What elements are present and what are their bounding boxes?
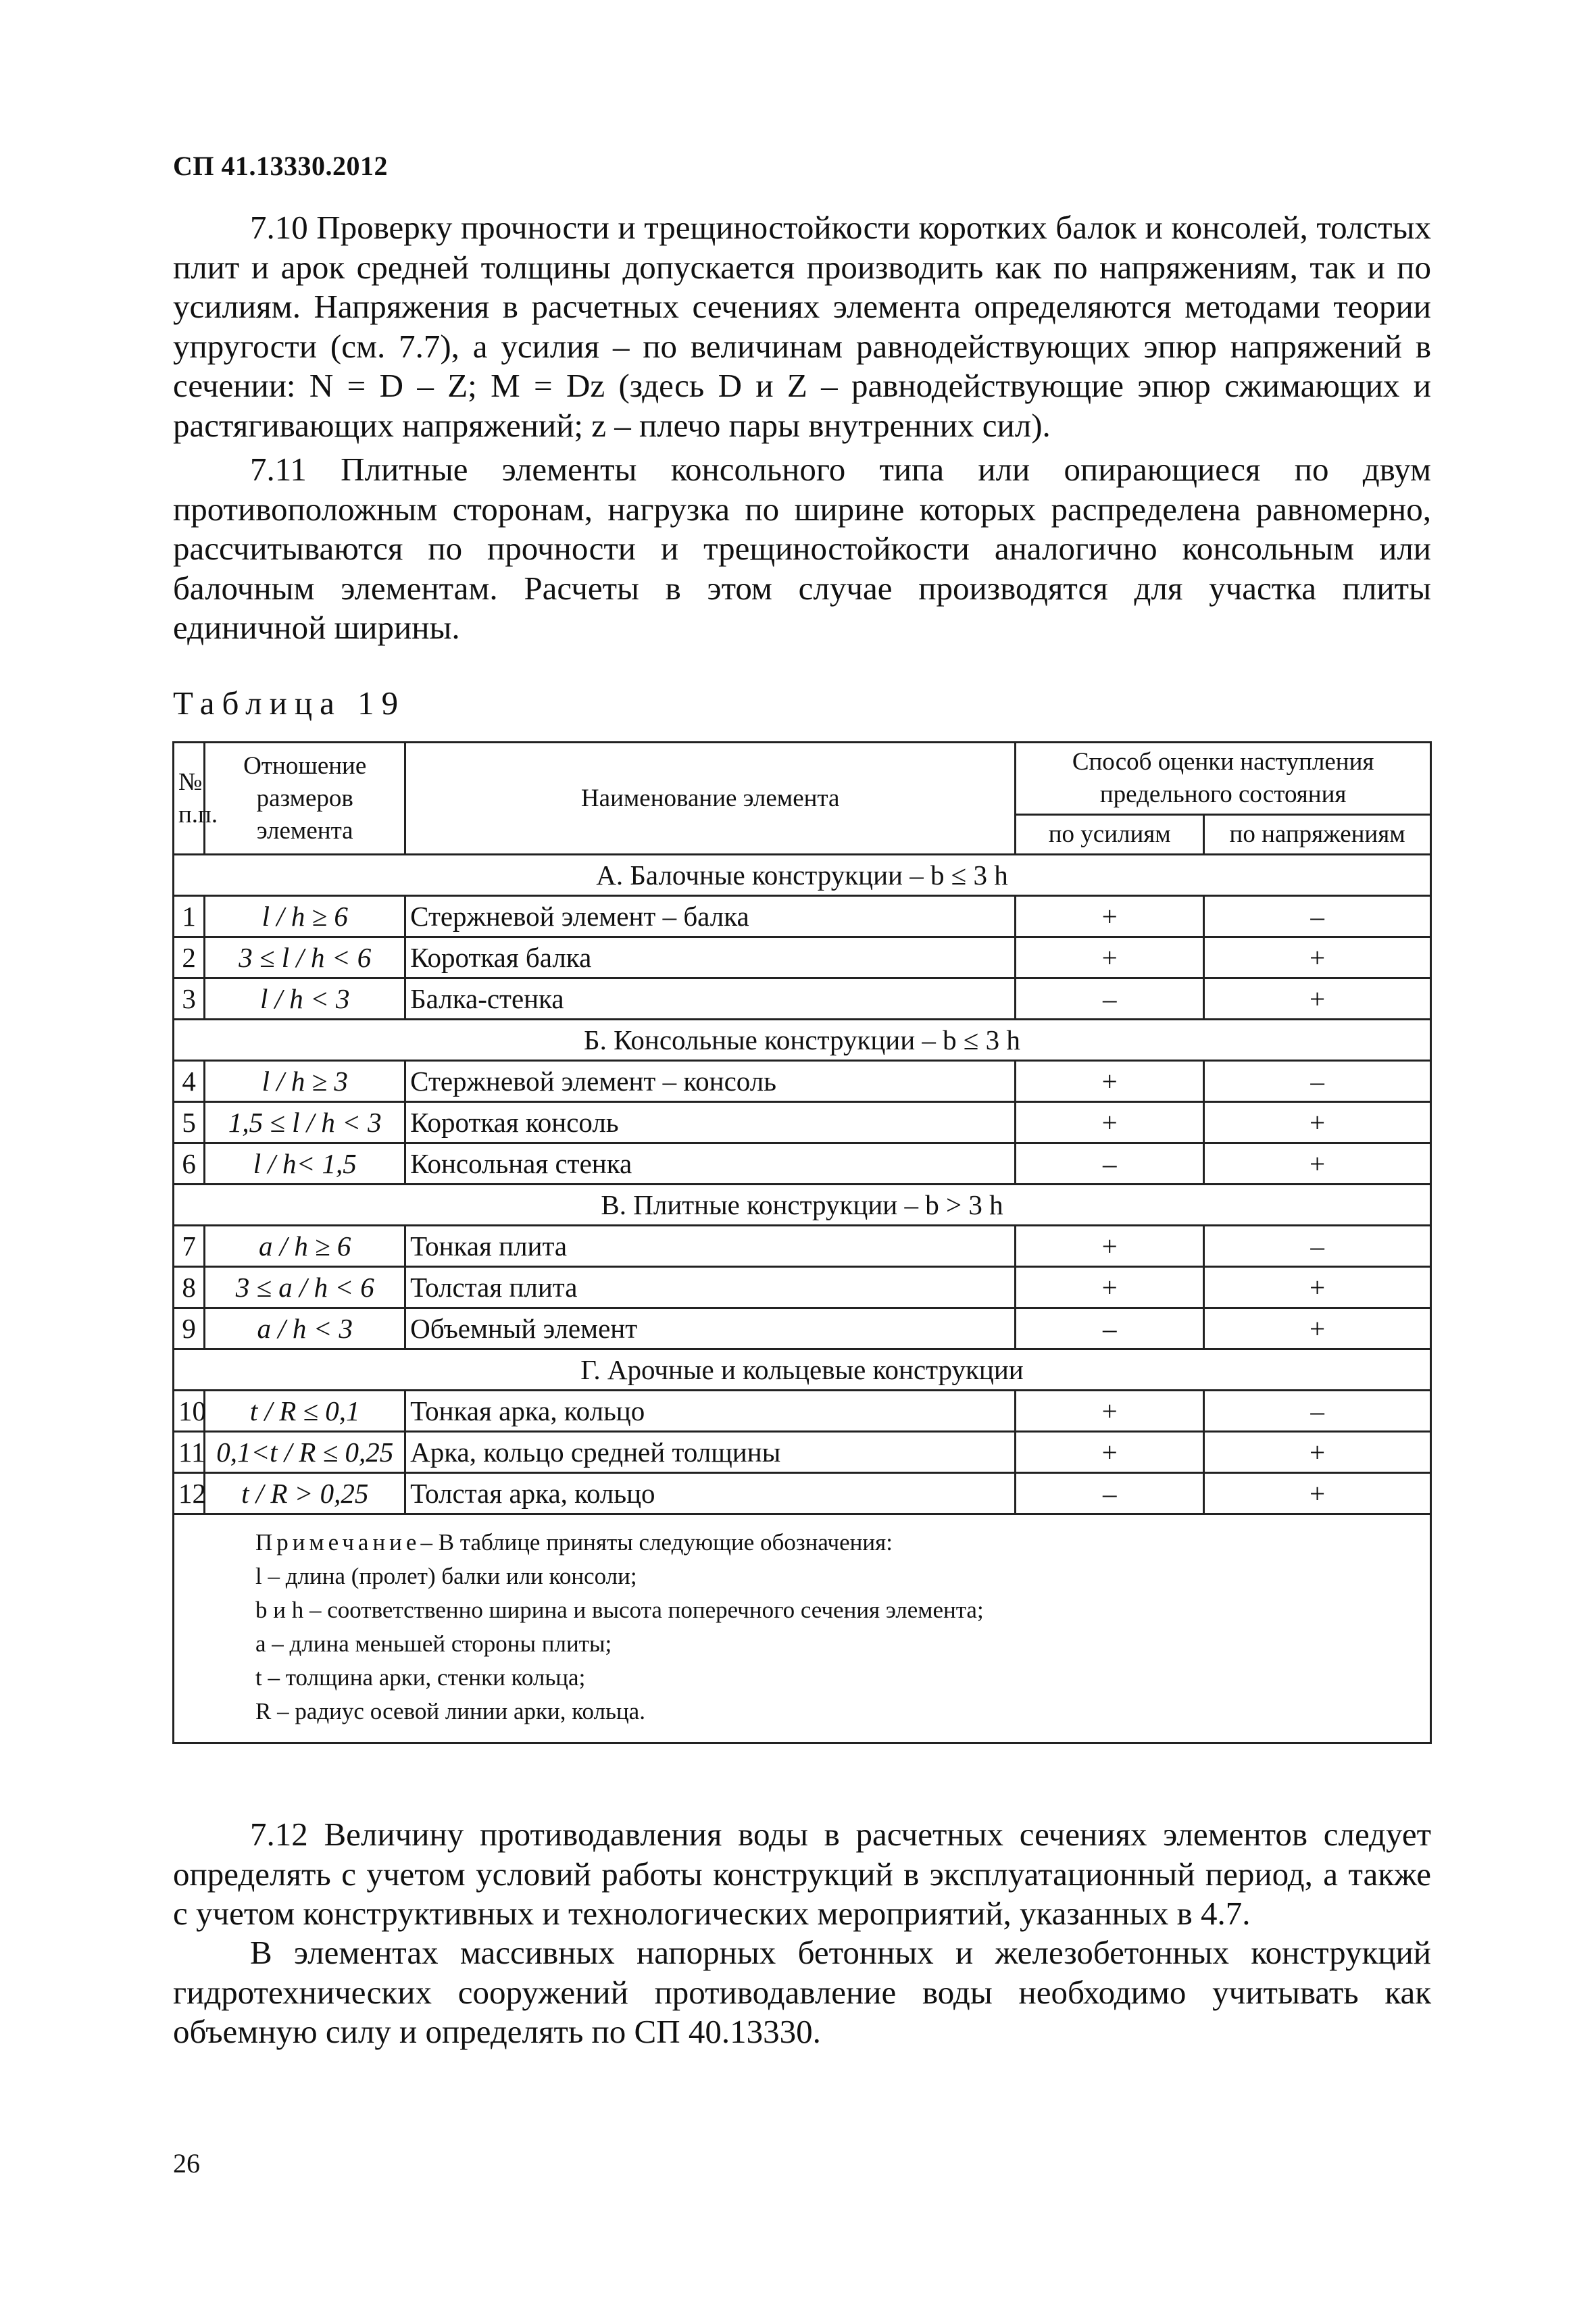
section-title: Г. Арочные и кольцевые конструкции <box>174 1349 1431 1391</box>
row-number: 12 <box>174 1473 205 1514</box>
row-by-forces: + <box>1016 896 1204 937</box>
note-line: R – радиус осевой линии арки, кольца. <box>255 1698 645 1724</box>
table-caption: Таблица 19 <box>173 684 406 722</box>
section-title: Б. Консольные конструкции – b ≤ 3 h <box>174 1020 1431 1061</box>
table-row <box>174 1061 1431 1102</box>
note-intro-text: – В таблице приняты следующие обозначения: <box>420 1529 893 1555</box>
row-ratio: a / h < 3 <box>205 1308 405 1349</box>
row-element-name: Балка-стенка <box>405 978 1016 1020</box>
paragraph-7-12: 7.12 Величину противодавления воды в расчетных сечениях элементов следует определять с учетом условий работы конструкций в эксплуатационный период, а также с учетом конструктивных и технологических мероприятий, указанных в 4.7. <box>173 1816 1431 1932</box>
table-row <box>174 896 1431 937</box>
row-element-name: Стержневой элемент – консоль <box>405 1061 1016 1102</box>
row-by-forces: + <box>1016 1267 1204 1308</box>
header-by-forces: по усилиям <box>1016 815 1204 855</box>
paragraph-7-10: 7.10 Проверку прочности и трещиностойкости коротких балок и консолей, толстых плит и арок средней толщины допускается производить как по напряжениям, так и по усилиям. Напряжения в расчетных сечениях элемента определяются методами теории упругости (см. 7.7), а усилия – по величинам равнодействующих эпюр напряжений в сечении: N = D – Z; M = Dz (здесь D и Z – равнодействующие эпюр сжимающих и растягивающих напряжений; z – плечо пары внутренних сил). <box>173 209 1431 444</box>
table-row <box>174 1267 1431 1308</box>
row-ratio: l / h ≥ 6 <box>205 896 405 937</box>
row-by-forces: + <box>1016 1432 1204 1473</box>
header-ratio <box>205 743 405 855</box>
row-element-name: Толстая арка, кольцо <box>405 1473 1016 1514</box>
header-method <box>1016 743 1431 815</box>
row-element-name: Толстая плита <box>405 1267 1016 1308</box>
table-row <box>174 1308 1431 1349</box>
section-title: В. Плитные конструкции – b > 3 h <box>174 1185 1431 1226</box>
row-number: 8 <box>174 1267 205 1308</box>
paragraph-7-12-continued: В элементах массивных напорных бетонных и железобетонных конструкций гидротехнических сооружений противодавление воды необходимо учитывать как объемную силу и определять по СП 40.13330. <box>173 1934 1431 2050</box>
row-ratio: 0,1<t / R ≤ 0,25 <box>205 1432 405 1473</box>
header-ratio-line3: элемента <box>256 816 353 845</box>
table-row <box>174 1143 1431 1185</box>
table-row <box>174 1391 1431 1432</box>
table-note <box>174 1514 1431 1743</box>
row-ratio: 3 ≤ l / h < 6 <box>205 937 405 978</box>
table-row <box>174 1432 1431 1473</box>
table-19 <box>172 741 1432 1744</box>
row-by-stresses: – <box>1204 1226 1431 1267</box>
row-by-stresses: – <box>1204 1391 1431 1432</box>
row-ratio: l / h < 3 <box>205 978 405 1020</box>
row-ratio: t / R ≤ 0,1 <box>205 1391 405 1432</box>
row-ratio: 1,5 ≤ l / h < 3 <box>205 1102 405 1143</box>
row-by-forces: + <box>1016 1102 1204 1143</box>
row-by-stresses: + <box>1204 1308 1431 1349</box>
row-by-stresses: + <box>1204 1102 1431 1143</box>
row-by-stresses: + <box>1204 1267 1431 1308</box>
row-ratio: 3 ≤ a / h < 6 <box>205 1267 405 1308</box>
header-ratio-line2: размеров <box>256 784 353 812</box>
table-row <box>174 937 1431 978</box>
row-element-name: Арка, кольцо средней толщины <box>405 1432 1016 1473</box>
row-number: 6 <box>174 1143 205 1185</box>
header-method-line1: Способ оценки наступления <box>1072 748 1374 776</box>
row-ratio: t / R > 0,25 <box>205 1473 405 1514</box>
row-number: 3 <box>174 978 205 1020</box>
row-by-forces: + <box>1016 937 1204 978</box>
row-number: 11 <box>174 1432 205 1473</box>
row-number: 5 <box>174 1102 205 1143</box>
row-by-stresses: + <box>1204 1473 1431 1514</box>
table-row <box>174 1226 1431 1267</box>
note-lead: Примечание <box>255 1529 421 1555</box>
row-ratio: l / h ≥ 3 <box>205 1061 405 1102</box>
row-by-forces: + <box>1016 1061 1204 1102</box>
row-element-name: Короткая балка <box>405 937 1016 978</box>
row-element-name: Стержневой элемент – балка <box>405 896 1016 937</box>
row-by-forces: – <box>1016 1473 1204 1514</box>
row-by-forces: + <box>1016 1391 1204 1432</box>
paragraph-7-11: 7.11 Плитные элементы консольного типа или опирающиеся по двум противоположным сторонам, нагрузка по ширине которых распределена равномерно, рассчитываются по прочности и трещиностойкости аналогично консольным или балочным элементам. Расчеты в этом случае производятся для участка плиты единичной ширины. <box>173 451 1431 646</box>
row-by-forces: + <box>1016 1226 1204 1267</box>
row-by-stresses: – <box>1204 1061 1431 1102</box>
note-line: l – длина (пролет) балки или консоли; <box>255 1563 637 1589</box>
header-method-line2: предельного состояния <box>1099 780 1347 808</box>
document-code: СП 41.13330.2012 <box>173 151 388 181</box>
row-ratio: a / h ≥ 6 <box>205 1226 405 1267</box>
header-number-line1: № <box>178 768 203 796</box>
row-element-name: Консольная стенка <box>405 1143 1016 1185</box>
row-by-forces: – <box>1016 1143 1204 1185</box>
row-number: 4 <box>174 1061 205 1102</box>
row-by-stresses: + <box>1204 978 1431 1020</box>
row-by-stresses: + <box>1204 937 1431 978</box>
row-number: 7 <box>174 1226 205 1267</box>
header-ratio-line1: Отношение <box>243 751 367 780</box>
row-element-name: Тонкая плита <box>405 1226 1016 1267</box>
header-by-stresses: по напряжениям <box>1204 815 1431 855</box>
section-title: А. Балочные конструкции – b ≤ 3 h <box>174 855 1431 896</box>
row-number: 1 <box>174 896 205 937</box>
table-row <box>174 1102 1431 1143</box>
row-by-stresses: + <box>1204 1143 1431 1185</box>
row-element-name: Короткая консоль <box>405 1102 1016 1143</box>
row-by-stresses: – <box>1204 896 1431 937</box>
note-line: t – толщина арки, стенки кольца; <box>255 1664 586 1691</box>
table-body <box>174 855 1431 1514</box>
row-number: 10 <box>174 1391 205 1432</box>
table-row <box>174 978 1431 1020</box>
header-number <box>174 743 218 855</box>
page-number: 26 <box>173 2148 200 2179</box>
row-element-name: Объемный элемент <box>405 1308 1016 1349</box>
row-by-forces: – <box>1016 978 1204 1020</box>
row-number: 9 <box>174 1308 205 1349</box>
note-intro <box>255 1526 1430 1560</box>
note-line: a – длина меньшей стороны плиты; <box>255 1631 612 1657</box>
note-line: b и h – соответственно ширина и высота поперечного сечения элемента; <box>255 1597 984 1623</box>
row-by-stresses: + <box>1204 1432 1431 1473</box>
row-ratio: l / h< 1,5 <box>205 1143 405 1185</box>
table-row <box>174 1473 1431 1514</box>
header-element-name: Наименование элемента <box>405 743 1016 855</box>
header-number-line2: п.п. <box>178 800 218 828</box>
row-by-forces: – <box>1016 1308 1204 1349</box>
row-element-name: Тонкая арка, кольцо <box>405 1391 1016 1432</box>
row-number: 2 <box>174 937 205 978</box>
